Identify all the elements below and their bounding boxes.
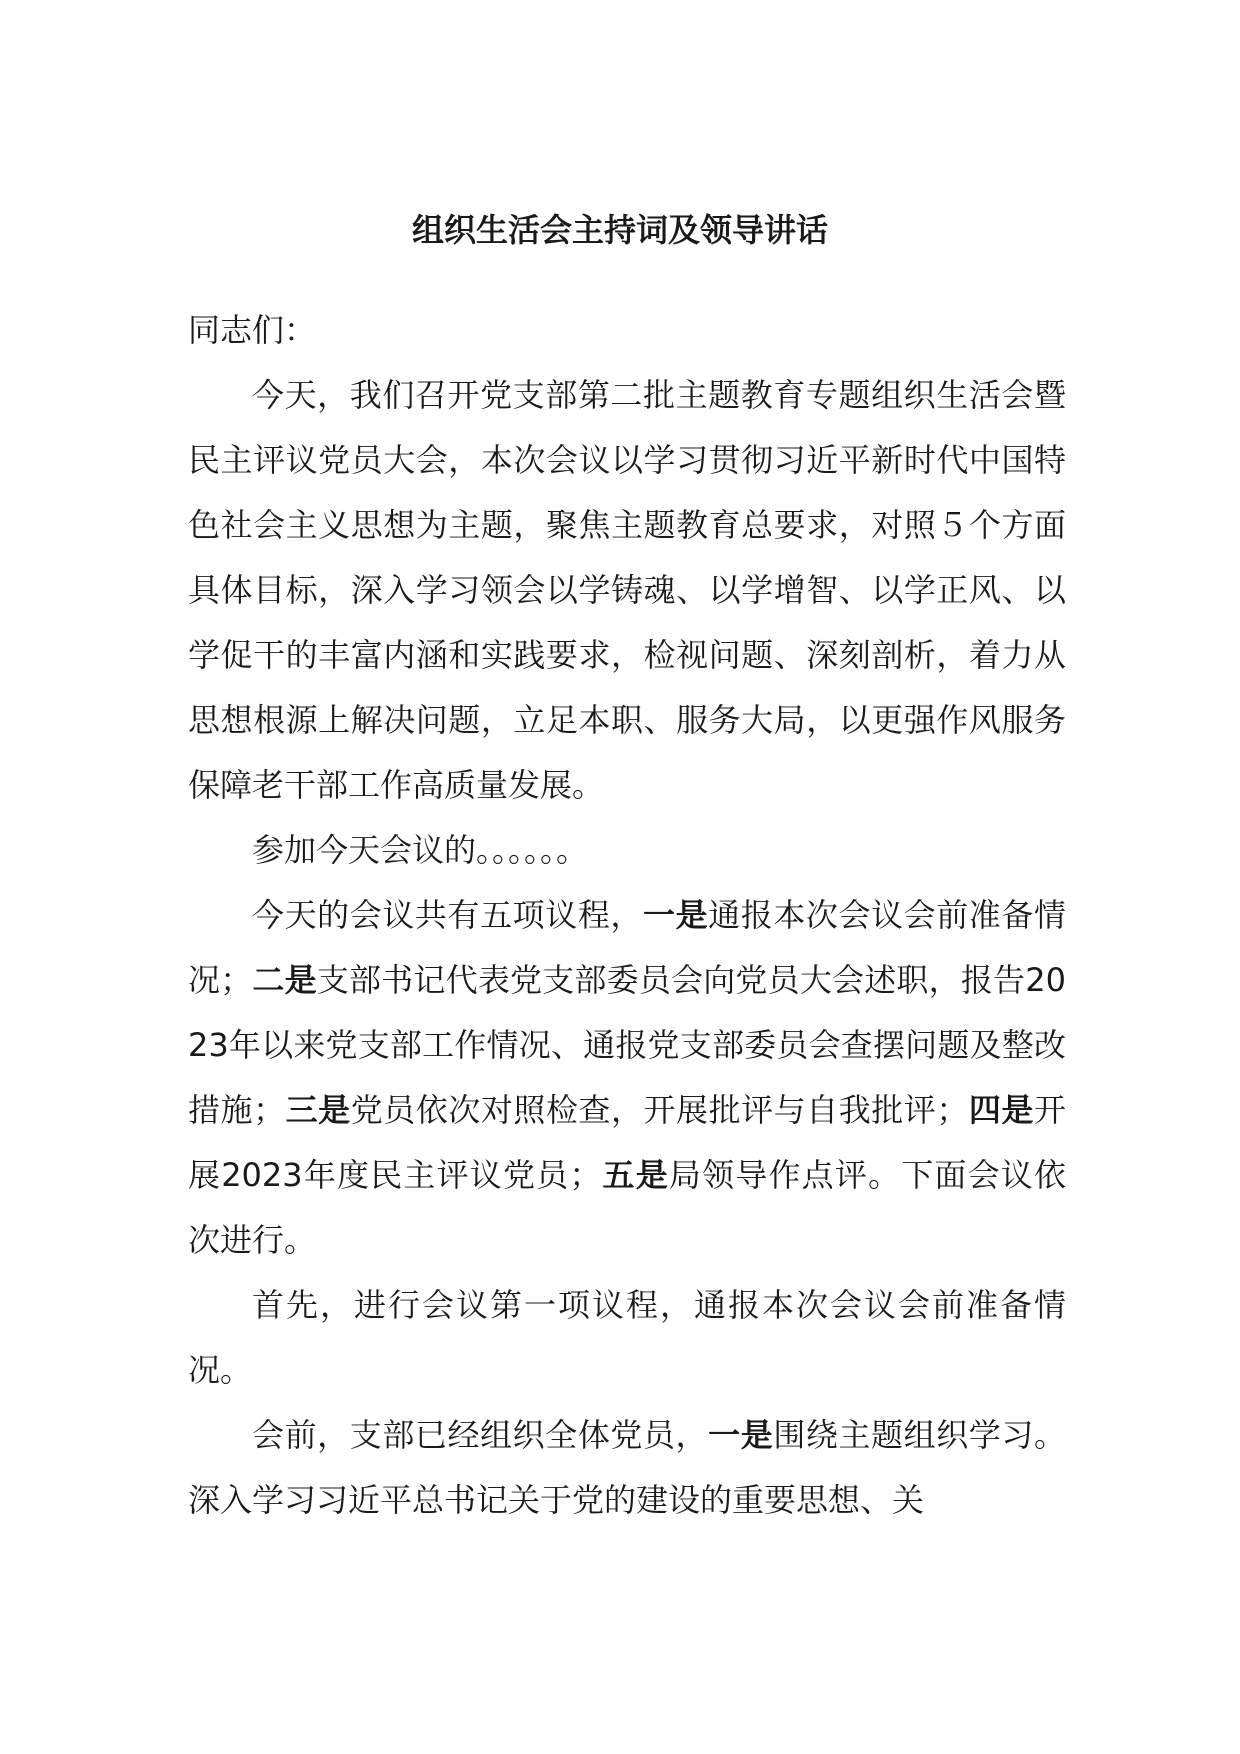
paragraph-intro: 今天，我们召开党支部第二批主题教育专题组织生活会暨民主评议党员大会，本次会议以学习贯彻习近平新时代中国特色社会主义思想为主题，聚焦主题教育总要求，对照５个方面具体目标，深入学习领会以学铸魂、以学增智、以学正风、以学促干的丰富内涵和实践要求，检视问题、深刻剖析，着力从思想根源上解决问题，立足本职、服务大局，以更强作风服务保障老干部工作高质量发展。 [188,376,1066,804]
agenda-item-3-text: 党员依次对照检查，开展批评与自我批评； [350,1091,969,1129]
paragraph-agenda [188,883,1066,1273]
agenda-item-5-text: 局领导作点评。下面会议依次进行。 [188,1156,1066,1259]
document-body [188,298,1066,1533]
agenda-item-4-text: 开展2023年度民主评议党员； [188,1091,1066,1194]
paragraph-preparation [188,1403,1066,1533]
paragraph-attendees: 参加今天会议的。。。。。。 [252,831,589,869]
agenda-item-2-label: 二是 [252,961,317,999]
agenda-item-1-label: 一是 [642,896,709,934]
agenda-item-1-text: 通报本次会议会前准备情况； [188,896,1066,999]
preparation-item-1-text: 围绕主题组织学习。深入学习习近平总书记关于党的建设的重要思想、关 [188,1416,1066,1519]
agenda-item-5-label: 五是 [601,1156,669,1194]
paragraph-first-item: 首先，进行会议第一项议程，通报本次会议会前准备情况。 [188,1286,1066,1389]
preparation-item-1-label: 一是 [708,1416,774,1454]
agenda-item-4-label: 四是 [968,1091,1034,1129]
agenda-item-3-label: 三是 [285,1091,351,1129]
document-title: 组织生活会主持词及领导讲话 [411,211,828,249]
agenda-item-2-text: 支部书记代表党支部委员会向党员大会述职，报告2023年以来党支部工作情况、通报党支部委员会查摆问题及整改措施； [188,961,1066,1129]
preparation-intro: 会前，支部已经组织全体党员， [252,1416,709,1454]
salutation: 同志们： [188,311,317,349]
agenda-intro: 今天的会议共有五项议程， [252,896,643,934]
